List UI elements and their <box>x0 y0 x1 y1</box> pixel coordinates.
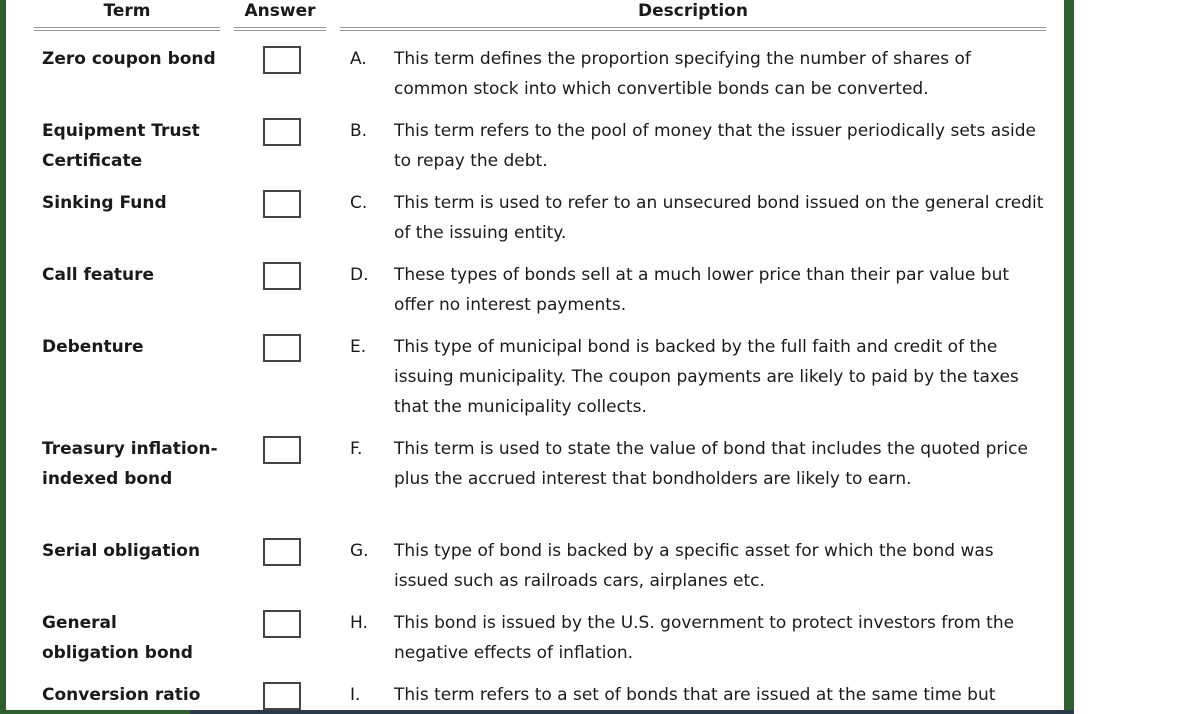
term-label: Conversion ratio <box>42 685 201 705</box>
option-description: This term is used to state the value of bond that includes the quoted price plus the accrued interest that bondholders are likely to earn. <box>394 439 1028 489</box>
option-description: This type of municipal bond is backed by the full faith and credit of the issuing municipality. The coupon payments are likely to paid by the taxes that the municipality collects. <box>394 337 1019 417</box>
header-term: Term <box>103 1 151 21</box>
option-letter: G. <box>350 541 369 561</box>
option-description: This bond is issued by the U.S. government to protect investors from the negative effects of inflation. <box>394 613 1015 663</box>
answer-input-box[interactable] <box>263 262 301 290</box>
term-label: Equipment Trust Certificate <box>42 121 200 171</box>
option-description: This term defines the proportion specifying the number of shares of common stock into which convertible bonds can be converted. <box>394 49 971 99</box>
bottom-frame-border-dark <box>190 710 1074 714</box>
option-description: This term refers to a set of bonds that are issued at the same time but <box>394 685 996 705</box>
header-rule-answer <box>234 27 326 31</box>
answer-input-box[interactable] <box>263 610 301 638</box>
header-rule-term <box>34 27 220 31</box>
answer-input-box[interactable] <box>263 538 301 566</box>
term-label: Treasury inflation-indexed bond <box>42 439 218 489</box>
answer-input-box[interactable] <box>263 682 301 710</box>
header-rule-description <box>340 27 1046 31</box>
term-label: Serial obligation <box>42 541 201 561</box>
option-letter: F. <box>350 439 363 459</box>
option-description: These types of bonds sell at a much lower price than their par value but offer no interest payments. <box>394 265 1010 315</box>
option-letter: B. <box>350 121 368 141</box>
option-letter: E. <box>350 337 367 357</box>
answer-input-box[interactable] <box>263 334 301 362</box>
option-letter: C. <box>350 193 368 213</box>
option-description: This type of bond is backed by a specific asset for which the bond was issued such as railroads cars, airplanes etc. <box>394 541 994 591</box>
header-answer: Answer <box>244 1 316 21</box>
answer-input-box[interactable] <box>263 46 301 74</box>
answer-input-box[interactable] <box>263 436 301 464</box>
term-label: General obligation bond <box>42 613 193 663</box>
answer-input-box[interactable] <box>263 190 301 218</box>
option-letter: H. <box>350 613 368 633</box>
option-letter: I. <box>350 685 361 705</box>
answer-input-box[interactable] <box>263 118 301 146</box>
left-frame-border <box>0 0 6 714</box>
right-frame-border <box>1064 0 1074 714</box>
header-description: Description <box>638 1 748 21</box>
term-label: Sinking Fund <box>42 193 167 213</box>
option-description: This term refers to the pool of money that the issuer periodically sets aside to repay the debt. <box>394 121 1036 171</box>
option-description: This term is used to refer to an unsecured bond issued on the general credit of the issuing entity. <box>394 193 1044 243</box>
term-label: Call feature <box>42 265 155 285</box>
option-letter: A. <box>350 49 367 69</box>
option-letter: D. <box>350 265 369 285</box>
term-label: Zero coupon bond <box>42 49 216 69</box>
term-label: Debenture <box>42 337 144 357</box>
